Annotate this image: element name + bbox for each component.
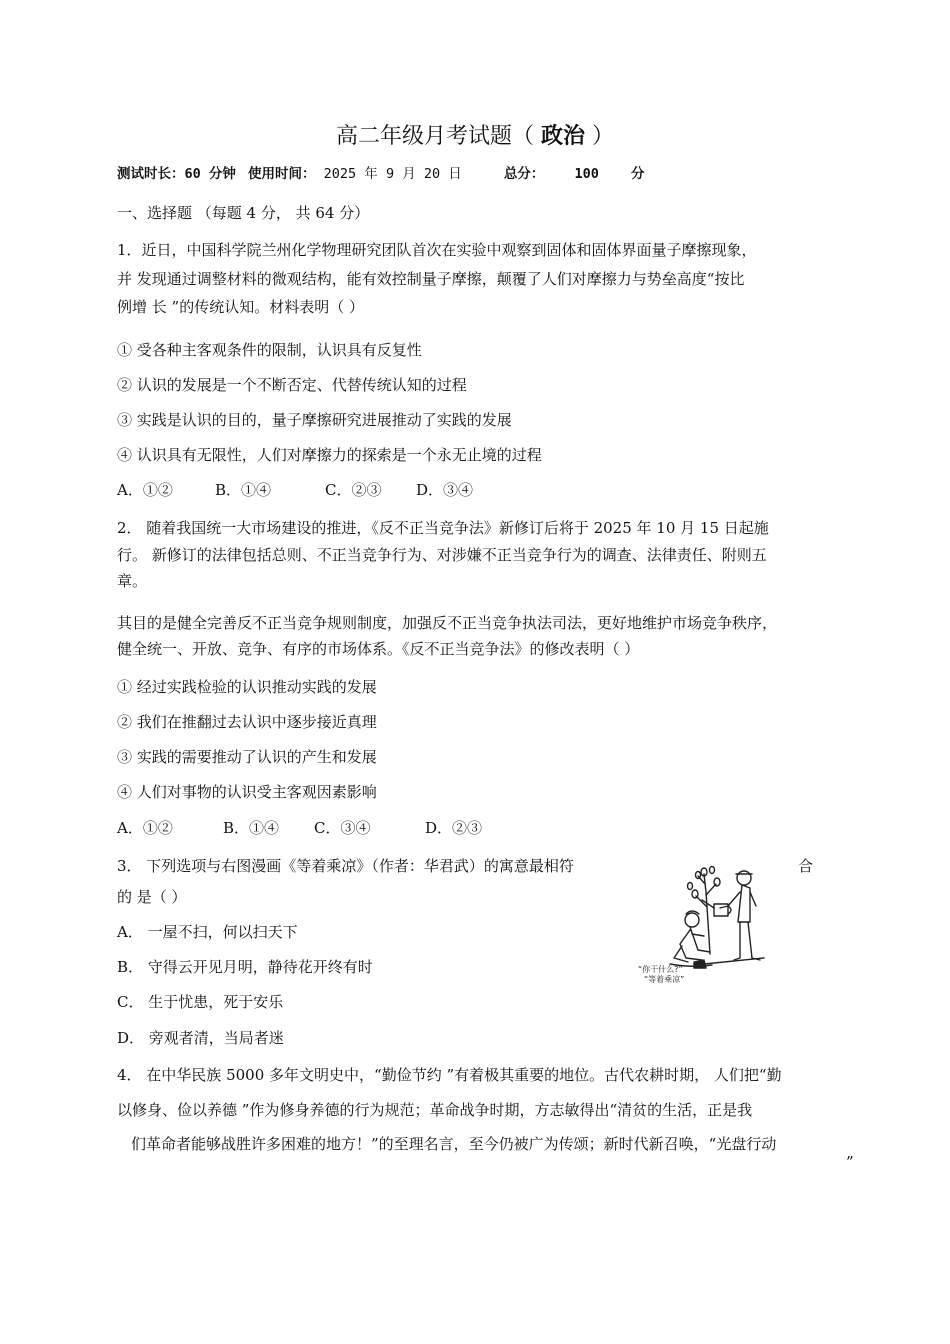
date-label: 使用时间： — [248, 166, 316, 182]
q1-choice-b: B．①④ — [215, 481, 272, 499]
q1-line-2: 并 发现通过调整材料的微观结构，能有效控制量子摩擦，颠覆了人们对摩擦力与势垒高度“按比 — [117, 270, 745, 288]
q3-line-2: 的 是（ ） — [117, 888, 187, 906]
q2-statement-4: ④ 人们对事物的认识受主客观因素影响 — [117, 783, 377, 801]
q4-line-4: ” — [846, 1153, 854, 1171]
q4-line-1: 4． 在中华民族 5000 多年文明史中，“勤俭节约 ”有着极其重要的地位。古代农耕时期， 人们把“勤 — [117, 1066, 782, 1084]
q2-statement-2: ② 我们在推翻过去认识中逐步接近真理 — [117, 713, 377, 731]
q2-choice-b: B．①④ — [223, 819, 280, 837]
q1-statement-3: ③ 实践是认识的目的，量子摩擦研究进展推动了实践的发展 — [117, 411, 512, 429]
q3-choice-d: D． 旁观者清，当局者迷 — [117, 1029, 284, 1047]
cartoon-caption-2: “等着乘凉” — [644, 975, 685, 984]
q2-choice-c: C．③④ — [314, 819, 371, 837]
q1-choice-d: D．③④ — [416, 481, 474, 499]
q3-choice-a: A． 一屋不扫，何以扫天下 — [117, 923, 298, 941]
q3-line-1-tail: 合 — [798, 857, 814, 875]
q1-statement-1: ① 受各种主客观条件的限制，认识具有反复性 — [117, 341, 422, 359]
page-title — [0, 124, 950, 150]
q4-line-3: 们革命者能够战胜许多困难的地方！”的至理名言，至今仍被广为传颂；新时代新召唤，“光盘行动 — [131, 1135, 777, 1153]
q3-line-1: 3． 下列选项与右图漫画《等着乘凉》（作者：华君武）的寓意最相符 — [117, 857, 574, 875]
cartoon-illustration — [632, 862, 782, 984]
q2-choice-a: A．①② — [117, 819, 173, 837]
title-suffix: ） — [592, 124, 615, 149]
q3-choice-c: C． 生于忧患，死于安乐 — [117, 993, 284, 1011]
q1-statement-4: ④ 认识具有无限性，人们对摩擦力的探索是一个永无止境的过程 — [117, 446, 542, 464]
duration-label: 测试时长：60 分钟 — [117, 166, 236, 182]
date-value: 2025 年 9 月 20 日 — [323, 166, 462, 182]
q2-line-1: 2． 随着我国统一大市场建设的推进，《反不正当竞争法》新修订后将于 2025 年 10 月 15 日起施 — [117, 519, 769, 537]
score-value: 100 — [574, 166, 599, 182]
score-label: 总分： — [503, 166, 545, 182]
q1-choice-c: C．②③ — [325, 481, 382, 499]
q1-statement-2: ② 认识的发展是一个不断否定、代替传统认知的过程 — [117, 376, 467, 394]
q1-line-1: 1．近日，中国科学院兰州化学物理研究团队首次在实验中观察到固体和固体界面量子摩擦现象， — [117, 241, 757, 259]
q2-line-5: 健全统一、开放、竞争、有序的市场体系。《反不正当竞争法》的修改表明（ ） — [117, 640, 640, 658]
q2-line-4: 其目的是健全完善反不正当竞争规则制度，加强反不正当竞争执法司法，更好地维护市场竞争秩序， — [117, 614, 778, 632]
q2-statement-1: ① 经过实践检验的认识推动实践的发展 — [117, 678, 377, 696]
section-heading: 一、选择题 （每题 4 分， 共 64 分） — [117, 204, 370, 222]
q2-line-2: 行。 新修订的法律包括总则、不正当竞争行为、对涉嫌不正当竞争行为的调查、法律责任、附则五 — [117, 546, 767, 564]
q1-line-3: 例增 长 ”的传统认知。材料表明（ ） — [117, 298, 364, 316]
title-prefix: 高二年级月考试题（ — [335, 124, 534, 149]
q2-statement-3: ③ 实践的需要推动了认识的产生和发展 — [117, 748, 377, 766]
q2-choice-d: D．②③ — [425, 819, 483, 837]
cartoon-caption-1: “你干什么?” — [638, 965, 683, 974]
title-subject: 政治 — [540, 124, 585, 149]
q2-line-3: 章。 — [117, 572, 148, 590]
score-unit: 分 — [631, 166, 645, 182]
q3-choice-b: B． 守得云开见月明，静待花开终有时 — [117, 958, 373, 976]
exam-meta — [117, 166, 645, 182]
q4-line-2: 以修身、俭以养德 ”作为修身养德的行为规范；革命战争时期，方志敏得出“清贫的生活，正是我 — [117, 1101, 753, 1119]
q1-choice-a: A．①② — [117, 481, 173, 499]
